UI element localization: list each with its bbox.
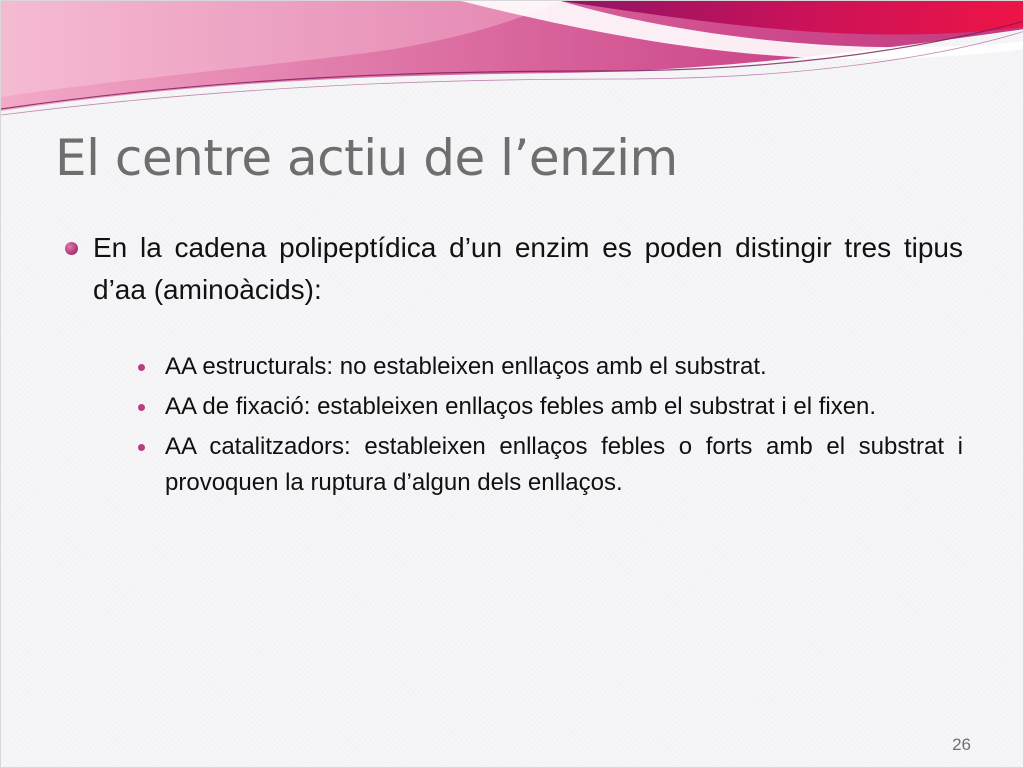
sub-bullet-icon xyxy=(138,404,145,411)
sub-bullet-item xyxy=(135,389,963,425)
sub-bullet-icon xyxy=(138,364,145,371)
main-bullet-point xyxy=(63,227,963,311)
slide-content xyxy=(63,227,963,505)
sub-bullet-item xyxy=(135,429,963,501)
sub-bullet-text: AA de fixació: estableixen enllaços febles amb el substrat i el fixen. xyxy=(165,393,877,420)
bullet-icon xyxy=(65,242,78,255)
sub-bullet-text: AA estructurals: no estableixen enllaços amb el substrat. xyxy=(165,353,767,380)
sub-bullet-list xyxy=(135,349,963,501)
main-bullet-text: En la cadena polipeptídica d’un enzim es poden distingir tres tipus d’aa (aminoàcids): xyxy=(93,232,963,305)
sub-bullet-text: AA catalitzadors: estableixen enllaços febles o forts amb el substrat i provoquen la ruptura d’algun dels enllaços. xyxy=(165,433,963,496)
slide-title: El centre actiu de l’enzim xyxy=(55,129,678,187)
decorative-wave-banner xyxy=(1,1,1024,121)
sub-bullet-icon xyxy=(138,444,145,451)
sub-bullet-item xyxy=(135,349,963,385)
page-number: 26 xyxy=(952,735,971,754)
